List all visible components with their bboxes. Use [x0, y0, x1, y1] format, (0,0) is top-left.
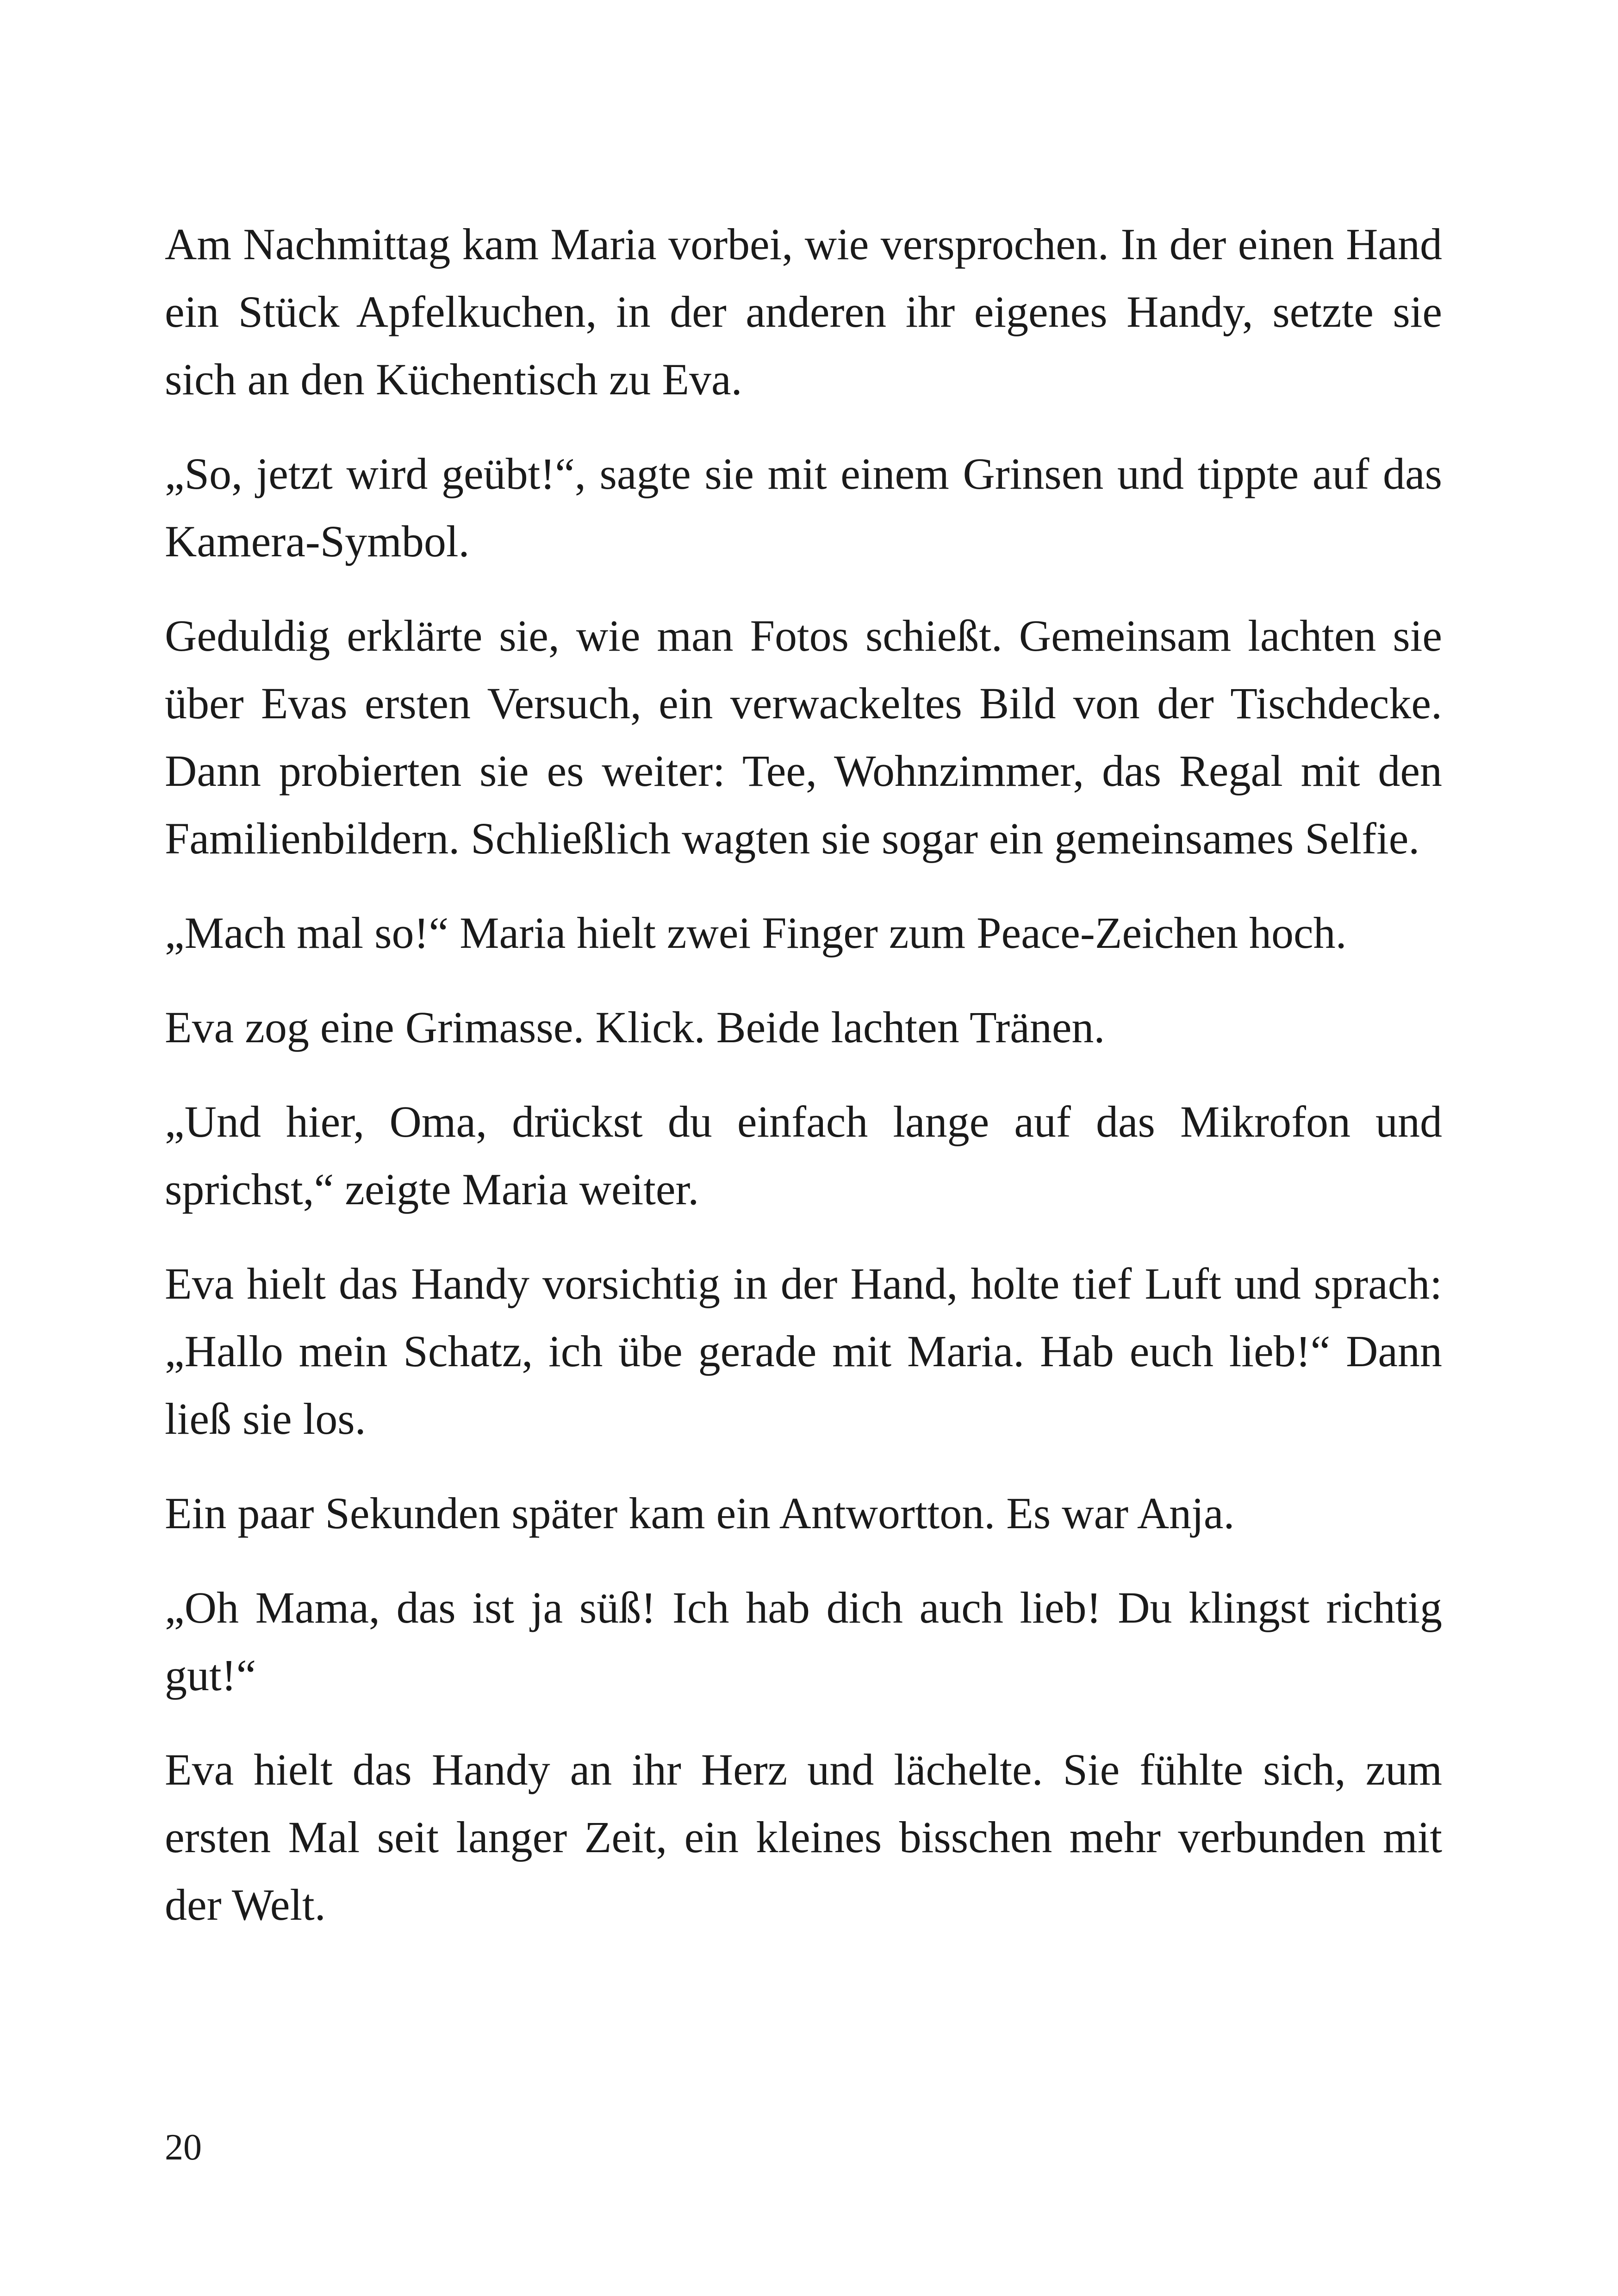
- paragraph-6: „Und hier, Oma, drückst du einfach lange auf das Mikrofon und sprichst,“ zeigte Maria weiter.: [165, 1097, 1442, 1214]
- paragraph-4: „Mach mal so!“ Maria hielt zwei Finger zum Peace-Zeichen hoch.: [165, 908, 1347, 958]
- paragraph-2: „So, jetzt wird geübt!“, sagte sie mit einem Grinsen und tippte auf das Kamera-Symbol.: [165, 449, 1442, 566]
- paragraph-8: Ein paar Sekunden später kam ein Antwortton. Es war Anja.: [165, 1488, 1235, 1538]
- paragraph-7: Eva hielt das Handy vorsichtig in der Hand, holte tief Luft und sprach: „Hallo mein Schatz, ich übe gerade mit Maria. Hab euch lieb!“ Dann ließ sie los.: [165, 1259, 1442, 1444]
- paragraph-3: Geduldig erklärte sie, wie man Fotos schießt. Gemeinsam lachten sie über Evas ersten Versuch, ein verwackeltes Bild von der Tischdecke. Dann probierten sie es weiter: Tee, Wohnzimmer, das Regal mit den Familienbildern. Schließlich wagten sie sogar ein gemeinsames Selfie.: [165, 611, 1442, 863]
- paragraph-9: „Oh Mama, das ist ja süß! Ich hab dich auch lieb! Du klingst richtig gut!“: [165, 1583, 1442, 1700]
- paragraph-1: Am Nachmittag kam Maria vorbei, wie versprochen. In der einen Hand ein Stück Apfelkuchen, in der anderen ihr eigenes Handy, setzte sie sich an den Küchentisch zu Eva.: [165, 219, 1442, 404]
- paragraph-5: Eva zog eine Grimasse. Klick. Beide lachten Tränen.: [165, 1002, 1105, 1052]
- page-body: [165, 211, 1442, 1966]
- paragraph-10: Eva hielt das Handy an ihr Herz und lächelte. Sie fühlte sich, zum ersten Mal seit langer Zeit, ein kleines bisschen mehr verbunden mit der Welt.: [165, 1745, 1442, 1929]
- page-number: 20: [165, 2127, 202, 2168]
